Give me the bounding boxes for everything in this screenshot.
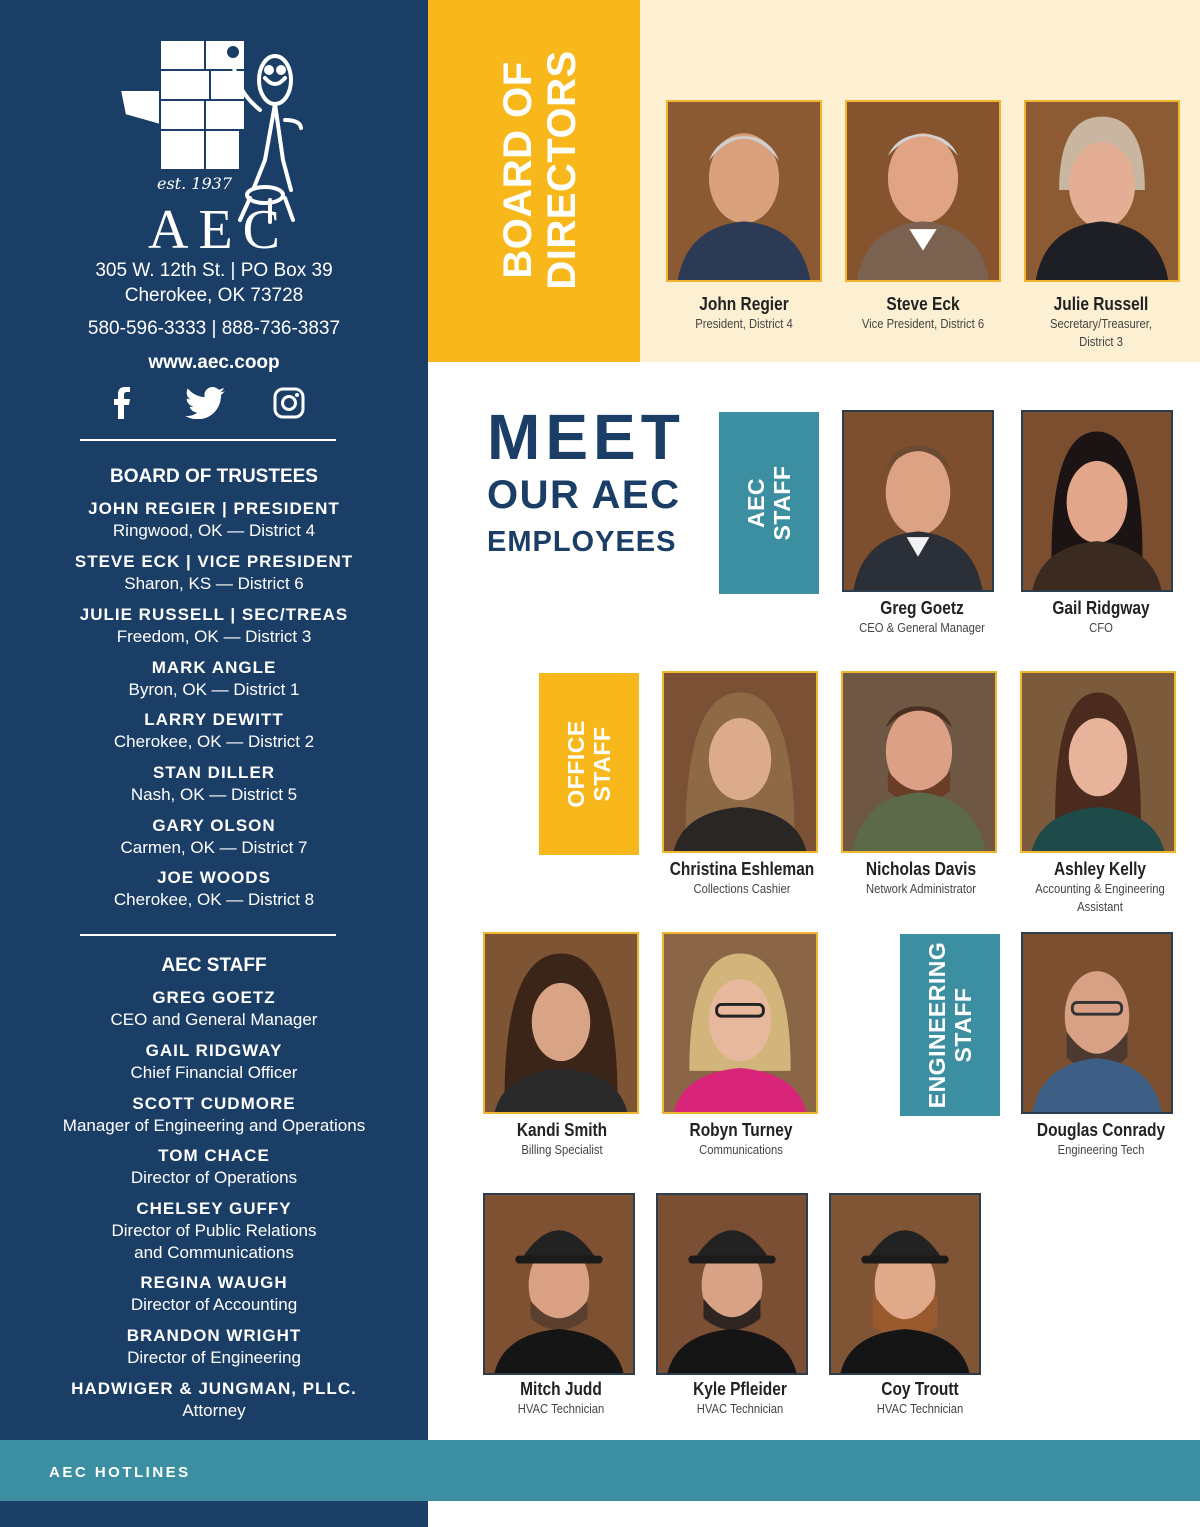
established-year: est. 1937 bbox=[157, 174, 232, 193]
engineering-staff-label: ENGINEERING STAFF bbox=[900, 934, 1000, 1116]
portrait-photo bbox=[1021, 410, 1173, 592]
staff-caption: Greg Goetz CEO & General Manager bbox=[859, 598, 985, 635]
staff-caption: Kyle Pfleider HVAC Technician bbox=[693, 1379, 787, 1416]
office-staff-label: OFFICE STAFF bbox=[539, 673, 639, 855]
director-caption: John Regier President, District 4 bbox=[695, 294, 793, 331]
staff-caption: Coy Troutt HVAC Technician bbox=[876, 1379, 964, 1416]
staff-caption: Kandi Smith Billing Specialist bbox=[516, 1120, 608, 1157]
portrait-photo bbox=[662, 671, 818, 853]
staff-caption: Ashley Kelly Accounting & Engineering Assistant bbox=[1035, 859, 1165, 914]
staff-caption: Nicholas Davis Network Administrator bbox=[865, 859, 977, 896]
portrait-photo bbox=[662, 932, 818, 1114]
trustee-entry: JOE WOODS Cherokee, OK — District 8 bbox=[113, 868, 315, 909]
hotlines-label: AEC HOTLINES bbox=[49, 1464, 191, 1481]
twitter-icon[interactable] bbox=[185, 383, 225, 423]
portrait-photo bbox=[483, 1193, 635, 1375]
portrait-photo bbox=[1021, 932, 1173, 1114]
staff-entry: CHELSEY GUFFY Director of Public Relations and Communications bbox=[111, 1199, 317, 1262]
portrait-photo bbox=[656, 1193, 808, 1375]
portrait-photo bbox=[841, 671, 997, 853]
trustee-entry: LARRY DEWITT Cherokee, OK — District 2 bbox=[113, 710, 315, 751]
staff-caption: Robyn Turney Communications bbox=[689, 1120, 793, 1157]
brand-name: AEC bbox=[148, 199, 290, 261]
staff-entry: REGINA WAUGH Director of Accounting bbox=[130, 1273, 298, 1314]
bottom-strip bbox=[0, 1501, 428, 1527]
portrait-photo bbox=[842, 410, 994, 592]
staff-caption: Mitch Judd HVAC Technician bbox=[517, 1379, 605, 1416]
staff-caption: Christina Eshleman Collections Cashier bbox=[669, 859, 815, 896]
staff-entry: TOM CHACE Director of Operations bbox=[130, 1146, 298, 1187]
staff-caption: Gail Ridgway CFO bbox=[1052, 598, 1150, 635]
director-caption: Steve Eck Vice President, District 6 bbox=[861, 294, 985, 331]
trustee-entry: STEVE ECK | VICE PRESIDENT Sharon, KS — District 6 bbox=[74, 552, 354, 593]
social-links bbox=[0, 383, 428, 423]
address-line-1: 305 W. 12th St. | PO Box 39 bbox=[95, 260, 333, 281]
trustee-entry: JULIE RUSSELL | SEC/TREAS Freedom, OK — District 3 bbox=[79, 605, 349, 646]
instagram-icon[interactable] bbox=[269, 383, 309, 423]
portrait-photo bbox=[1020, 671, 1176, 853]
trustee-entry: MARK ANGLE Byron, OK — District 1 bbox=[128, 658, 300, 699]
website-link[interactable]: www.aec.coop bbox=[148, 352, 280, 373]
staff-entry: HADWIGER & JUNGMAN, PLLC. Attorney bbox=[71, 1379, 357, 1420]
sidebar bbox=[0, 0, 428, 1527]
trustees-heading: BOARD OF TRUSTEES bbox=[110, 466, 318, 487]
trustee-entry: JOHN REGIER | PRESIDENT Ringwood, OK — District 4 bbox=[88, 499, 340, 540]
facebook-icon[interactable] bbox=[101, 383, 141, 423]
staff-entry: GREG GOETZ CEO and General Manager bbox=[110, 988, 318, 1029]
divider bbox=[80, 934, 336, 936]
trustee-entry: STAN DILLER Nash, OK — District 5 bbox=[130, 763, 298, 804]
divider bbox=[80, 439, 336, 441]
portrait-photo bbox=[829, 1193, 981, 1375]
portrait-photo bbox=[845, 100, 1001, 282]
board-label: BOARD OF DIRECTORS bbox=[496, 50, 584, 290]
phone-numbers: 580-596-3333 | 888-736-3837 bbox=[87, 318, 341, 339]
staff-caption: Douglas Conrady Engineering Tech bbox=[1036, 1120, 1166, 1157]
trustee-entry: GARY OLSON Carmen, OK — District 7 bbox=[120, 816, 308, 857]
portrait-photo bbox=[666, 100, 822, 282]
director-caption: Julie Russell Secretary/Treasurer, District 3 bbox=[1049, 294, 1153, 349]
staff-entry: SCOTT CUDMORE Manager of Engineering and Operations bbox=[62, 1094, 366, 1135]
portrait-photo bbox=[483, 932, 639, 1114]
meet-heading: MEET OUR AEC EMPLOYEES bbox=[487, 401, 685, 558]
aec-staff-label: AEC STAFF bbox=[719, 412, 819, 594]
staff-list-heading: AEC STAFF bbox=[161, 955, 267, 976]
address-line-2: Cherokee, OK 73728 bbox=[124, 285, 304, 306]
portrait-photo bbox=[1024, 100, 1180, 282]
staff-entry: BRANDON WRIGHT Director of Engineering bbox=[126, 1326, 302, 1367]
staff-entry: GAIL RIDGWAY Chief Financial Officer bbox=[130, 1041, 298, 1082]
